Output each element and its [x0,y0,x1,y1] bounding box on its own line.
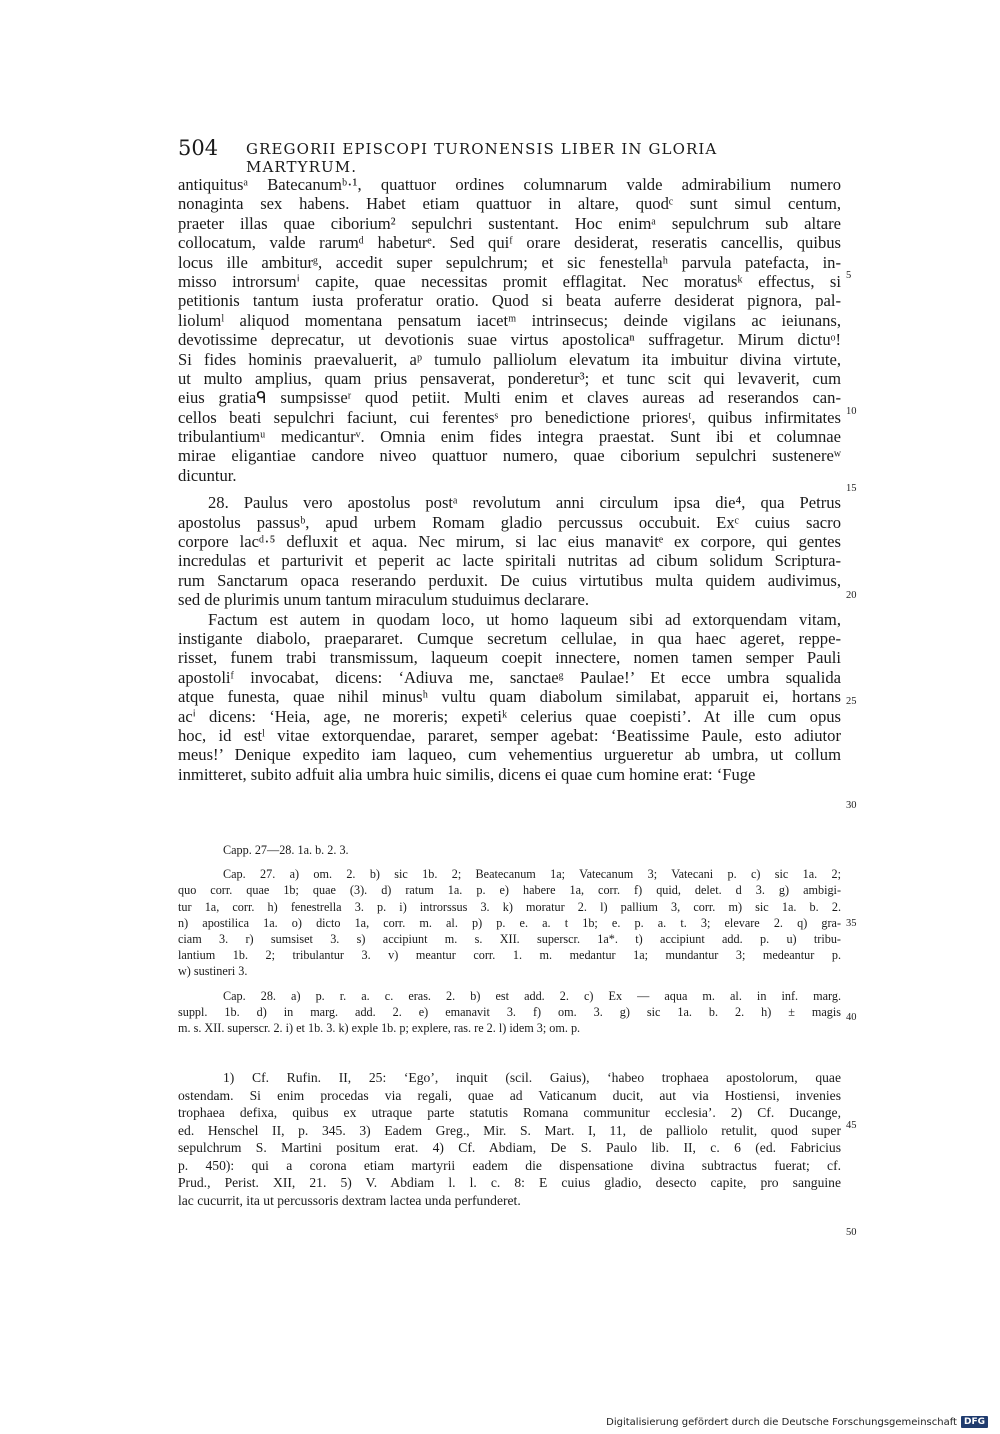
text-line: inmitteret, subito adfuit alia umbra huic similis, dicens ei quae cum homine erat: ‘Fuge [178,764,756,784]
page-header [178,136,778,176]
text-line: corpore lacᵈ·⁵ defluxit et aqua. Nec mirum, si lac eius manavitᵉ ex corpore, qui gentes [178,532,841,552]
text-line: suppl. 1b. d) in marg. add. 2. e) emanavit 3. f) om. 3. g) sic 1a. b. 2. h) ± magis [178,1004,841,1019]
text-line: apostolus passusᵇ, apud urbem Romam gladio percussus occubuit. Exᶜ cuius sacro [178,512,841,532]
text-line: lac cucurrit, ita ut percussoris dextram lactea unda perfunderet. [178,1192,521,1208]
text-line: w) sustineri 3. [178,964,248,979]
text-line: Si fides hominis praevaluerit, aᵖ tumulo palliolum elevatum ita imbuitur divina virtute, [178,349,841,369]
text-line: ut multo amplius, quam prius pensaverat, ponderetur³; et tunc scit qui levaverit, cum [178,368,841,388]
text-line: mirae eligantiae candore niveo quattuor numero, quae ciborium sepulchri sustenereʷ [178,446,841,466]
text-line: m. s. XII. superscr. 2. i) et 1b. 3. k) exple 1b. p; explere, ras. re 2. l) idem 3; om. p. [178,1020,581,1035]
text-line: Capp. 27—28. 1a. b. 2. 3. [223,843,349,857]
text-line: n) apostilica 1a. o) dicto 1a, corr. m. al. p) p. e. a. t 1b; e. p. a. t. 3; elevare 2. q) gra- [178,915,841,930]
text-line: sepulchrum S. Martini positum erat. 4) Cf. Abdiam, De S. Paulo lib. II, c. 6 (ed. Fabricius [178,1140,841,1155]
text-line: cellos beati sepulchri faciunt, cui ferentesˢ pro benedictione prioresᵗ, quibus infirmitates [178,407,841,427]
text-line: p. 450): qui a corona etiam martyrii eadem die dispensatione divina subtractus fuerat; cf. [178,1157,841,1173]
page-number: 504 [178,136,219,160]
text-line: liolumˡ aliquod momentana pensatum iacetᵐ intrinsecus; deinde vigilans ac ieiunans, [178,310,841,330]
margin-line-number: 25 [846,696,857,707]
margin-line-number: 50 [846,1227,857,1238]
margin-line-number: 45 [846,1120,857,1131]
text-line: acⁱ dicens: ‘Heia, age, ne moreris; expetiᵏ celerius quae coepisti’. At ille cum opus [178,706,841,726]
text-line: ciam 3. r) sumsiset 3. s) accipiunt m. s. XII. superscr. 1a*. t) accipiunt add. p. u) tribu- [178,931,841,946]
text-line: eius gratiaᑫ sumpsisseʳ quod petiit. Multi enim et claves aureas ad reserandos can- [178,388,841,408]
text-line: lantium 1b. 2; tribulantur 3. v) meantur corr. 1. m. medantur 1a; mundantur 3; medeantur p. [178,948,841,963]
text-line: hoc, id estˡ vitae extorquendae, pararet, semper agebat: ‘Beatissime Paule, esto adiutor [178,725,841,745]
running-title: GREGORII EPISCOPI TURONENSIS LIBER IN GLORIA MARTYRUM. [246,140,718,176]
text-line: petitionis tantum iusta proferatur oratio. Quod si beata auferre desiderat pignora, pal- [178,291,841,311]
text-line: antiquitusᵃ Batecanumᵇ·¹, quattuor ordines columnarum valde admirabilium numero [178,175,841,194]
text-line: nonaginta sex habens. Habet etiam quattuor in altare, quodᶜ sunt simul centum, [178,194,841,214]
footnotes [178,1069,841,1209]
text-line: locus ille ambiturᵍ, accedit super sepulchrum; et sic fenestellaʰ parvula patefacta, in- [178,252,841,272]
text-line: misso introrsumⁱ capite, quae necessitas promit efflagitat. Nec moratusᵏ effectus, si [178,271,841,291]
text-line: 28. Paulus vero apostolus postᵃ revolutum anni circulum ipsa die⁴, qua Petrus [208,493,841,513]
text-line: devotissime deprecatur, ut devotionis suae virtus apostolicaⁿ suffragetur. Mirum dictuᵒ! [178,330,841,350]
text-line: Prud., Perist. XII, 21. 5) V. Abdiam l. l. c. 8: E cuius gladio, desecto capite, pro sanguine [178,1175,841,1190]
margin-line-number: 20 [846,590,857,601]
text-line: collocatum, valde rarumᵈ habeturᵉ. Sed quiᶠ orare desiderat, reseratis cancellis, quibus [178,233,841,253]
text-line: instigante diabolo, praepararet. Cumque secretum cellulae, in qua haec ageret, reppe- [178,628,841,648]
text-line: tur 1a, corr. h) fenestrella 3. p. i) introrssus 3. k) moratur 2. l) pallium 3, corr. m) sic 1a. b. 2. [178,899,841,914]
margin-line-number: 10 [846,406,857,417]
text-line: dicuntur. [178,465,237,485]
text-line: meus!’ Denique expedito iam laqueo, cum vehementius urgueretur ab umbra, ut collum [178,745,841,765]
margin-line-number: 40 [846,1012,857,1023]
text-line: Factum est autem in quodam loco, ut homo laqueum sibi ad extorquendam vitam, [208,609,841,629]
text-line: incredulas et parturivit et peperit ac lacte spiritali nutritas ad cibum solidum Scriptura- [178,551,841,571]
text-line: ed. Henschel II, p. 345. 3) Eadem Greg., Mir. S. Mart. I, 11, de palliolo retulit, quod super [178,1122,841,1138]
page-footer [606,1416,988,1428]
margin-line-number: 30 [846,800,857,811]
text-line: quo corr. quae 1b; quae (3). d) ratum 1a. p. e) habere 1a, corr. f) quid, delet. d 3. g) ambigi- [178,883,841,898]
text-line: ostendam. Si enim procedas via regali, quae ad Vaticanum ducit, aut via Hostiensi, invenies [178,1087,841,1103]
critical-apparatus [178,842,841,1036]
text-line: atque funesta, quae nihil minusʰ vultu quam diabolum similabat, apparuit ei, hortans [178,687,841,707]
text-line: apostoliᶠ invocabat, dicens: ‘Adiuva me, sanctaeᵍ Paulae!’ Et ecce umbra squalida [178,667,841,687]
funding-note: Digitalisierung gefördert durch die Deutsche Forschungsgemeinschaft [606,1416,957,1428]
text-line: trophaea defixa, quibus ex utraque parte statutis Romana communitur ecclesia’. 2) Cf. Ducange, [178,1105,841,1120]
text-line: sed de plurimis unum tantum miraculum studuimus declarare. [178,590,590,610]
text-line: Cap. 27. a) om. 2. b) sic 1b. 2; Beatecanum 1a; Vatecanum 3; Vatecani p. c) sic 1a. 2; [223,867,841,882]
margin-line-number: 15 [846,483,857,494]
text-line: rum Sanctarum opaca reserando perduxit. De cuius virtutibus multa quidem audivimus, [178,570,841,590]
text-line: risset, funem trabi transmissum, laqueum coepit innectere, nomen tamen semper Pauli [178,648,841,668]
dfg-logo: DFG [961,1416,988,1428]
text-line: 1) Cf. Rufin. II, 25: ‘Ego’, inquit (scil. Gaius), ‘habeo trophaea apostolorum, quae [223,1070,841,1085]
text-line: Cap. 28. a) p. r. a. c. eras. 2. b) est add. 2. c) Ex — aqua m. al. in inf. marg. [223,988,841,1003]
text-line: praeter illas quae ciborium² sepulchri sustentant. Hoc enimᵃ sepulchrum sub altare [178,213,841,233]
main-text [178,175,841,784]
margin-line-number: 5 [846,270,852,281]
margin-line-number: 35 [846,918,857,929]
text-line: tribulantiumᵘ medicanturᵛ. Omnia enim fides integra praestat. Sunt ibi et columnae [178,427,841,447]
